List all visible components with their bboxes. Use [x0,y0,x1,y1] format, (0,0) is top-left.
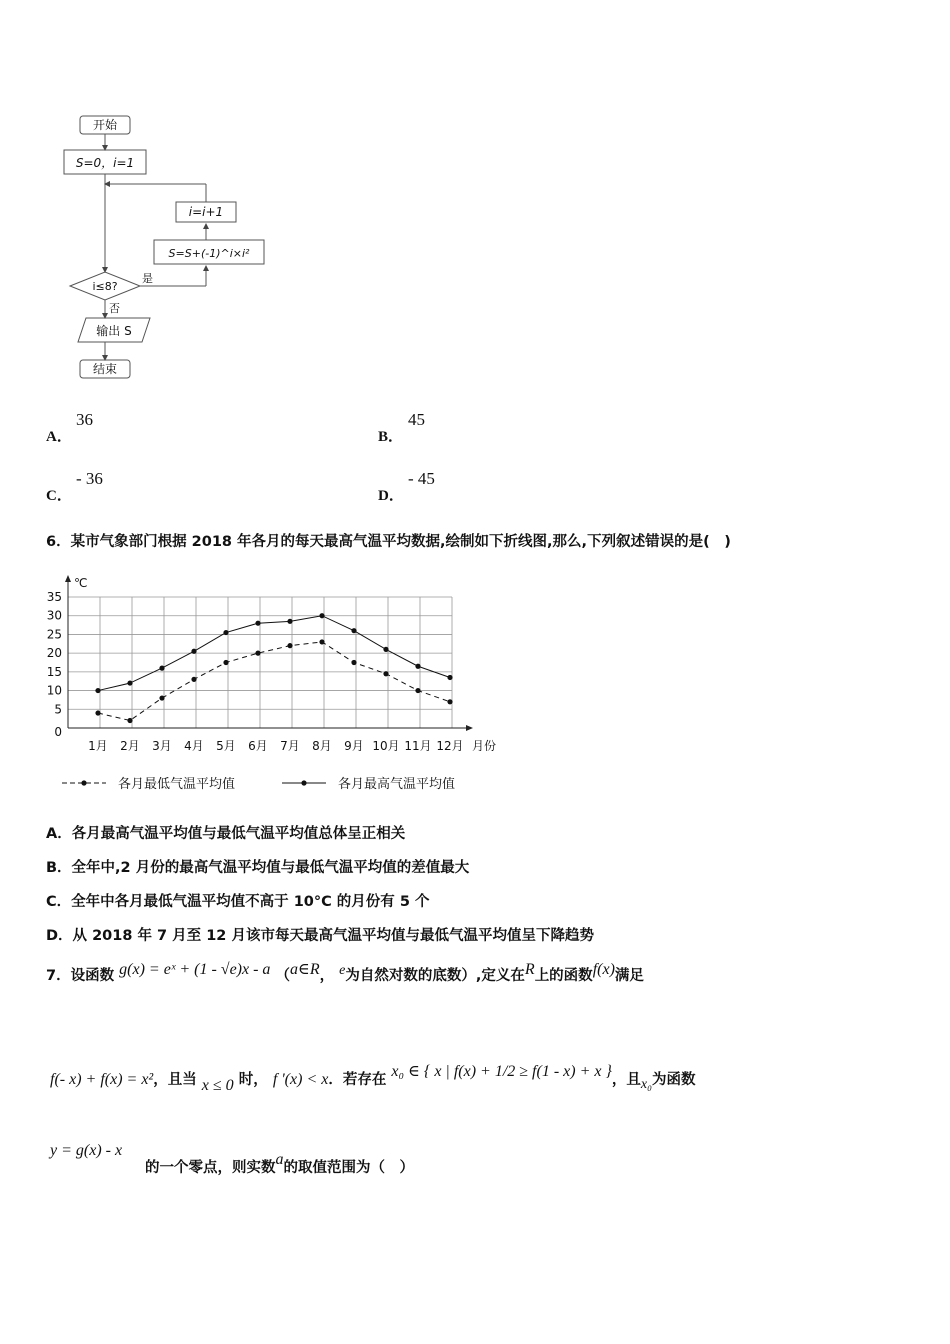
flowchart-start-label: 开始 [92,118,118,132]
y-tick-label: 10 [46,683,62,698]
x-tick-label: 6月 [248,739,268,753]
flowchart-init-label: S=0，i=1 [75,156,135,170]
x-tick-label: 2月 [120,739,140,753]
x-tick-label: 4月 [184,739,204,753]
option-letter: A． [46,429,72,445]
data-point-min [447,699,452,704]
q7-e-symbol: e [339,963,346,978]
data-point-min [255,651,260,656]
option-letter: D． [378,488,404,504]
option-value: - 36 [76,469,103,488]
flowchart-condition-label: i≤8? [92,280,118,293]
data-point-max [191,649,196,654]
data-point-max [159,666,164,671]
data-point-min [127,718,132,723]
flowchart-update-label: S=S+(-1)^i×i² [168,247,250,260]
q7-line1 [46,961,644,985]
y-tick-label: 35 [46,590,62,604]
data-point-min [319,639,324,644]
q7-condition2: x ≤ 0 [201,1077,234,1094]
q7-x0: x₀ [640,1077,652,1092]
data-point-max [447,675,452,680]
data-point-min [287,643,292,648]
x-tick-label: 3月 [152,739,172,753]
q7-number: 7．设函数 [46,968,115,984]
q7-text5: 时， [238,1072,268,1088]
q7-text7: ，且 [611,1072,641,1088]
q7-condition3: f '(x) < x [272,1071,329,1088]
data-point-max [223,630,228,635]
option-value: 36 [76,410,93,429]
x-tick-label: 5月 [216,739,236,753]
q7-f-symbol: f(x) [592,961,615,978]
x-tick-label: 7月 [280,739,300,753]
flowchart-output-label: 输出 S [96,324,132,338]
q7-text1: 为自然对数的底数）,定义在 [345,968,525,984]
data-point-max [383,647,388,652]
data-point-min [191,677,196,682]
q7-text3: 满足 [614,968,644,984]
data-point-min [415,688,420,693]
q6-option-d: D．从 2018 年 7 月至 12 月该市每天最高气温平均值与最低气温平均值呈下降趋势 [46,928,594,944]
data-point-min [223,660,228,665]
option-value: 45 [408,410,425,429]
q7-comma: ， [319,968,335,984]
data-point-min [159,695,164,700]
legend-label: 各月最高气温平均值 [338,777,456,792]
flowchart-increment-label: i=i+1 [188,205,224,219]
temperature-line-chart [40,570,540,805]
q7-text6: ．若存在 [328,1072,387,1088]
flowchart-yes-label: 是 [142,272,153,285]
q7-text4: ，且当 [153,1072,197,1088]
legend-label: 各月最低气温平均值 [118,777,236,792]
legend-marker [81,780,86,785]
q7-line2 [50,1063,696,1094]
y-tick-label: 30 [46,608,62,623]
q6-option-b: B．全年中,2 月份的最高气温平均值与最低气温平均值的差值最大 [46,860,470,876]
q6-stem: 6．某市气象部门根据 2018 年各月的每天最高气温平均数据,绘制如下折线图,那么,下列叙述错误的是( ) [46,534,731,550]
data-point-max [127,680,132,685]
q7-g-definition: g(x) = eˣ + (1 - √e)x - a [119,961,271,978]
q7-text8: 为函数 [651,1072,696,1088]
q6-option-c: C．全年中各月最低气温平均值不高于 10°C 的月份有 5 个 [46,894,430,910]
data-point-min [383,671,388,676]
option-letter: C． [46,488,72,504]
x-tick-label: 9月 [344,739,364,753]
flowchart-no-label: 否 [109,302,120,315]
x-tick-label: 8月 [312,739,332,753]
data-point-max [95,688,100,693]
data-point-max [351,628,356,633]
y-axis-arrow [65,575,71,582]
option-letter: B． [378,429,404,445]
x-axis-label: 月份 [472,739,497,753]
q7-text2: 上的函数 [534,968,593,984]
x-tick-label: 12月 [436,739,464,753]
x-tick-label: 11月 [404,739,432,753]
q7-paren: （ [275,968,290,984]
x-axis-arrow [466,725,473,731]
flowchart [60,110,280,390]
y-tick-label: 20 [46,646,62,661]
q6-option-a: A．各月最高气温平均值与最低气温平均值总体呈正相关 [46,826,406,842]
q7-x0-set: x₀ ∈ { x | f(x) + 1/2 ≥ f(1 - x) + x } [391,1063,612,1080]
data-point-max [255,621,260,626]
data-point-min [351,660,356,665]
y-tick-label: 5 [54,702,62,717]
q7-line3 [145,1151,414,1177]
q7-condition1: f(- x) + f(x) = x² [50,1071,154,1088]
q7-a-in-r: a∈R [289,961,320,978]
x-tick-label: 1月 [88,739,108,753]
data-point-max [415,664,420,669]
legend-marker [301,780,306,785]
q7-text9: 的一个零点，则实数 [145,1160,276,1176]
q7-a-symbol: a [275,1151,284,1168]
x-tick-label: 10月 [372,739,400,753]
q7-y-definition: y = g(x) - x [50,1142,123,1159]
y-axis-label: ℃ [74,576,88,590]
series-line-min [98,642,450,721]
y-tick-label: 25 [46,627,62,642]
y-tick-label: 0 [54,725,62,739]
q7-r-symbol: R [524,961,535,978]
y-tick-label: 15 [46,664,62,679]
option-value: - 45 [408,469,435,488]
data-point-max [287,619,292,624]
flowchart-end-label: 结束 [92,362,118,376]
data-point-min [95,710,100,715]
q7-text10: 的取值范围为（ ） [283,1160,414,1176]
data-point-max [319,613,324,618]
